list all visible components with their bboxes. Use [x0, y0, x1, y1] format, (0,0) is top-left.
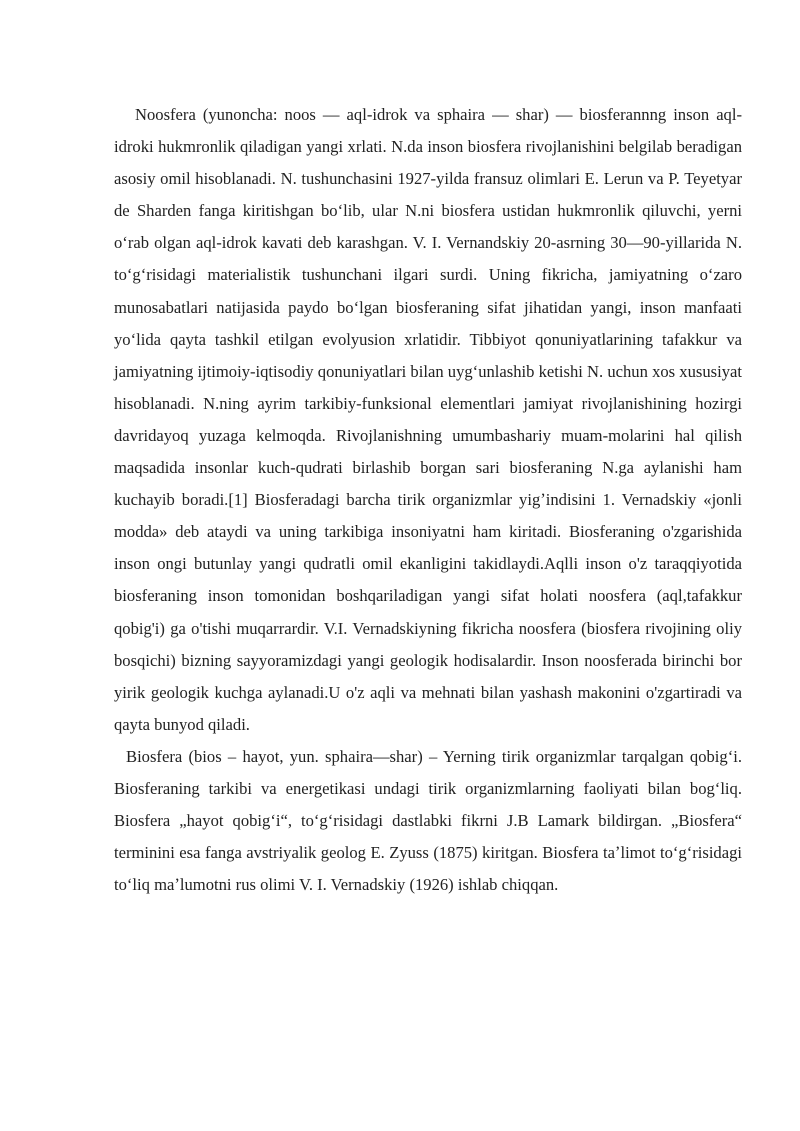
document-body	[114, 99, 742, 901]
paragraph-biosfera: Biosfera (bios – hayot, yun. sphaira—shar) – Yerning tirik organizmlar tarqalgan qobigʻi. Biosferaning tarkibi va energetikasi undagi tirik organizmlarning faoliyati bilan bogʻliq. Biosfera „hayot qobigʻi“, toʻgʻrisidagi dastlabki fikrni J.B Lamark bildirgan. „Biosfera“ terminini esa fanga avstriyalik geolog E. Zyuss (1875) kiritgan. Biosfera taʼlimot toʻgʻrisidagi toʻliq maʼlumotni rus olimi V. I. Vernadskiy (1926) ishlab chiqqan.	[114, 746, 742, 895]
paragraph-noosfera: Noosfera (yunoncha: noos — aql-idrok va sphaira — shar) — biosferannng inson aql-idroki hukmronlik qiladigan yangi xrlati. N.da inson biosfera rivojlanishini belgilab beradigan asosiy omil hisoblanadi. N. tushunchasini 1927-yilda fransuz olimlari E. Lerun va P. Teyetyar de Sharden fanga kiritishgan boʻlib, ular N.ni biosfera ustidan hukmronlik qiluvchi, yerni oʻrab olgan aql-idrok kavati deb karashgan. V. I. Vernandskiy 20-asrning 30—90-yillarida N. toʻgʻrisidagi materialistik tushunchani ilgari surdi. Uning fikricha, jamiyatning oʻzaro munosabatlari natijasida paydo boʻlgan biosferaning sifat jihatidan yangi, inson manfaati yoʻlida qayta tashkil etilgan evolyusion xrlatidir. Tibbiyot qonuniyatlarining tafakkur va jamiyatning ijtimoiy-iqtisodiy qonuniyatlari bilan uygʻunlashib ketishi N. uchun xos xususiyat hisoblanadi. N.ning ayrim tarkibiy-funksional elementlari jamiyat rivojlanishining hozirgi davridayoq yuzaga kelmoqda. Rivojlanishning umumbashariy muam-molarini hal qilish maqsadida insonlar kuch-qudrati birlashib borgan sari biosferaning N.ga aylanishi ham kuchayib boradi.[1] Biosferadagi barcha tirik organizmlar yigʼindisini 1. Vernadskiy «jonli modda» deb ataydi va uning tarkibiga insoniyatni ham kiritadi. Biosferaning o'zgarishida inson ongi butunlay yangi qudratli omil ekanligini takidlaydi.Aqlli inson o'z taraqqiyotida biosferaning inson tomonidan boshqariladigan yangi sifat holati noosfera (aql,tafakkur qobig'i) ga o'tishi muqarrardir. V.I. Vernadskiyning fikricha noosfera (biosfera rivojining oliy bosqichi) bizning sayyoramizdagi yangi geologik hodisalardir. Inson noosferada birinchi bor yirik geologik kuchga aylanadi.U o'z aqli va mehnati bilan yashash makonini o'zgartiradi va qayta bunyod qiladi.	[114, 105, 742, 734]
